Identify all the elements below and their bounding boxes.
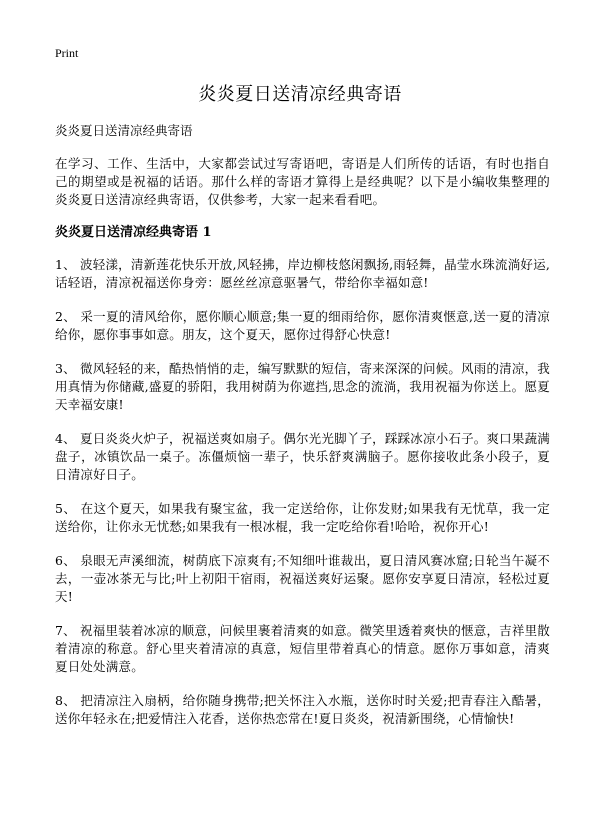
article-subtitle: 炎炎夏日送清凉经典寄语 (55, 123, 193, 138)
list-item: 4、 夏日炎炎火炉子，祝福送爽如扇子。偶尔光光脚丫子，踩踩冰凉小石子。爽口果蔬满盘子，冰镇饮品一桌子。冻僵烦恼一辈子，快乐舒爽满脑子。愿你接收此条小段子，夏日清凉好日子。 (55, 431, 550, 482)
intro-paragraph: 在学习、工作、生活中，大家都尝试过写寄语吧，寄语是人们所传的话语，有时也指自己的期望或是祝福的话语。那什么样的寄语才算得上是经典呢？以下是小编收集整理的炎炎夏日送清凉经典寄语，仅供参考，大家一起来看看吧。 (55, 156, 550, 207)
list-item: 5、 在这个夏天，如果我有聚宝盆，我一定送给你，让你发财;如果我有无忧草，我一定送给你，让你永无忧愁;如果我有一根冰棍，我一定吃给你看!哈哈，祝你开心! (55, 501, 550, 534)
page-title: 炎炎夏日送清凉经典寄语 (198, 84, 402, 105)
section-heading: 炎炎夏日送清凉经典寄语 1 (55, 225, 212, 240)
article-body (55, 122, 550, 744)
list-item: 7、 祝福里装着冰凉的顺意，问候里裹着清爽的如意。微笑里透着爽快的惬意，吉祥里散着清凉的称意。舒心里夹着清凉的真意，短信里带着真心的情意。愿你万事如意，清爽夏日处处满意。 (55, 623, 550, 674)
list-item: 8、 把清凉注入扇柄，给你随身携带;把关怀注入水瓶，送你时时关爱;把青春注入酷暑，送你年轻永在;把爱情注入花香，送你热恋常在!夏日炎炎，祝清新围绕，心情愉快! (55, 693, 550, 726)
print-link[interactable]: Print (55, 46, 79, 60)
list-item: 6、 泉眼无声溪细流，树荫底下凉爽有;不知细叶谁裁出，夏日清风赛冰窟;日轮当午凝不去，一壶冰茶无与比;叶上初阳干宿雨，祝福送爽好运聚。愿你安享夏日清凉，轻松过夏天! (55, 553, 550, 604)
list-item: 2、 采一夏的清风给你，愿你顺心顺意;集一夏的细雨给你，愿你清爽惬意,送一夏的清凉给你，愿你事事如意。朋友，这个夏天，愿你过得舒心快意! (55, 309, 550, 342)
list-item: 1、 波轻漾，清新莲花快乐开放,风轻拂，岸边柳枝悠闲飘扬,雨轻舞，晶莹水珠流淌好运,话轻语，清凉祝福送你身旁：愿丝丝凉意驱暑气，带给你幸福如意! (55, 257, 550, 290)
list-item: 3、 微风轻轻的来，酷热悄悄的走，编写默默的短信，寄来深深的问候。风雨的清凉，我用真情为你储藏,盛夏的骄阳，我用树荫为你遮挡,思念的流淌，我用祝福为你送上。愿夏天幸福安康! (55, 361, 550, 412)
